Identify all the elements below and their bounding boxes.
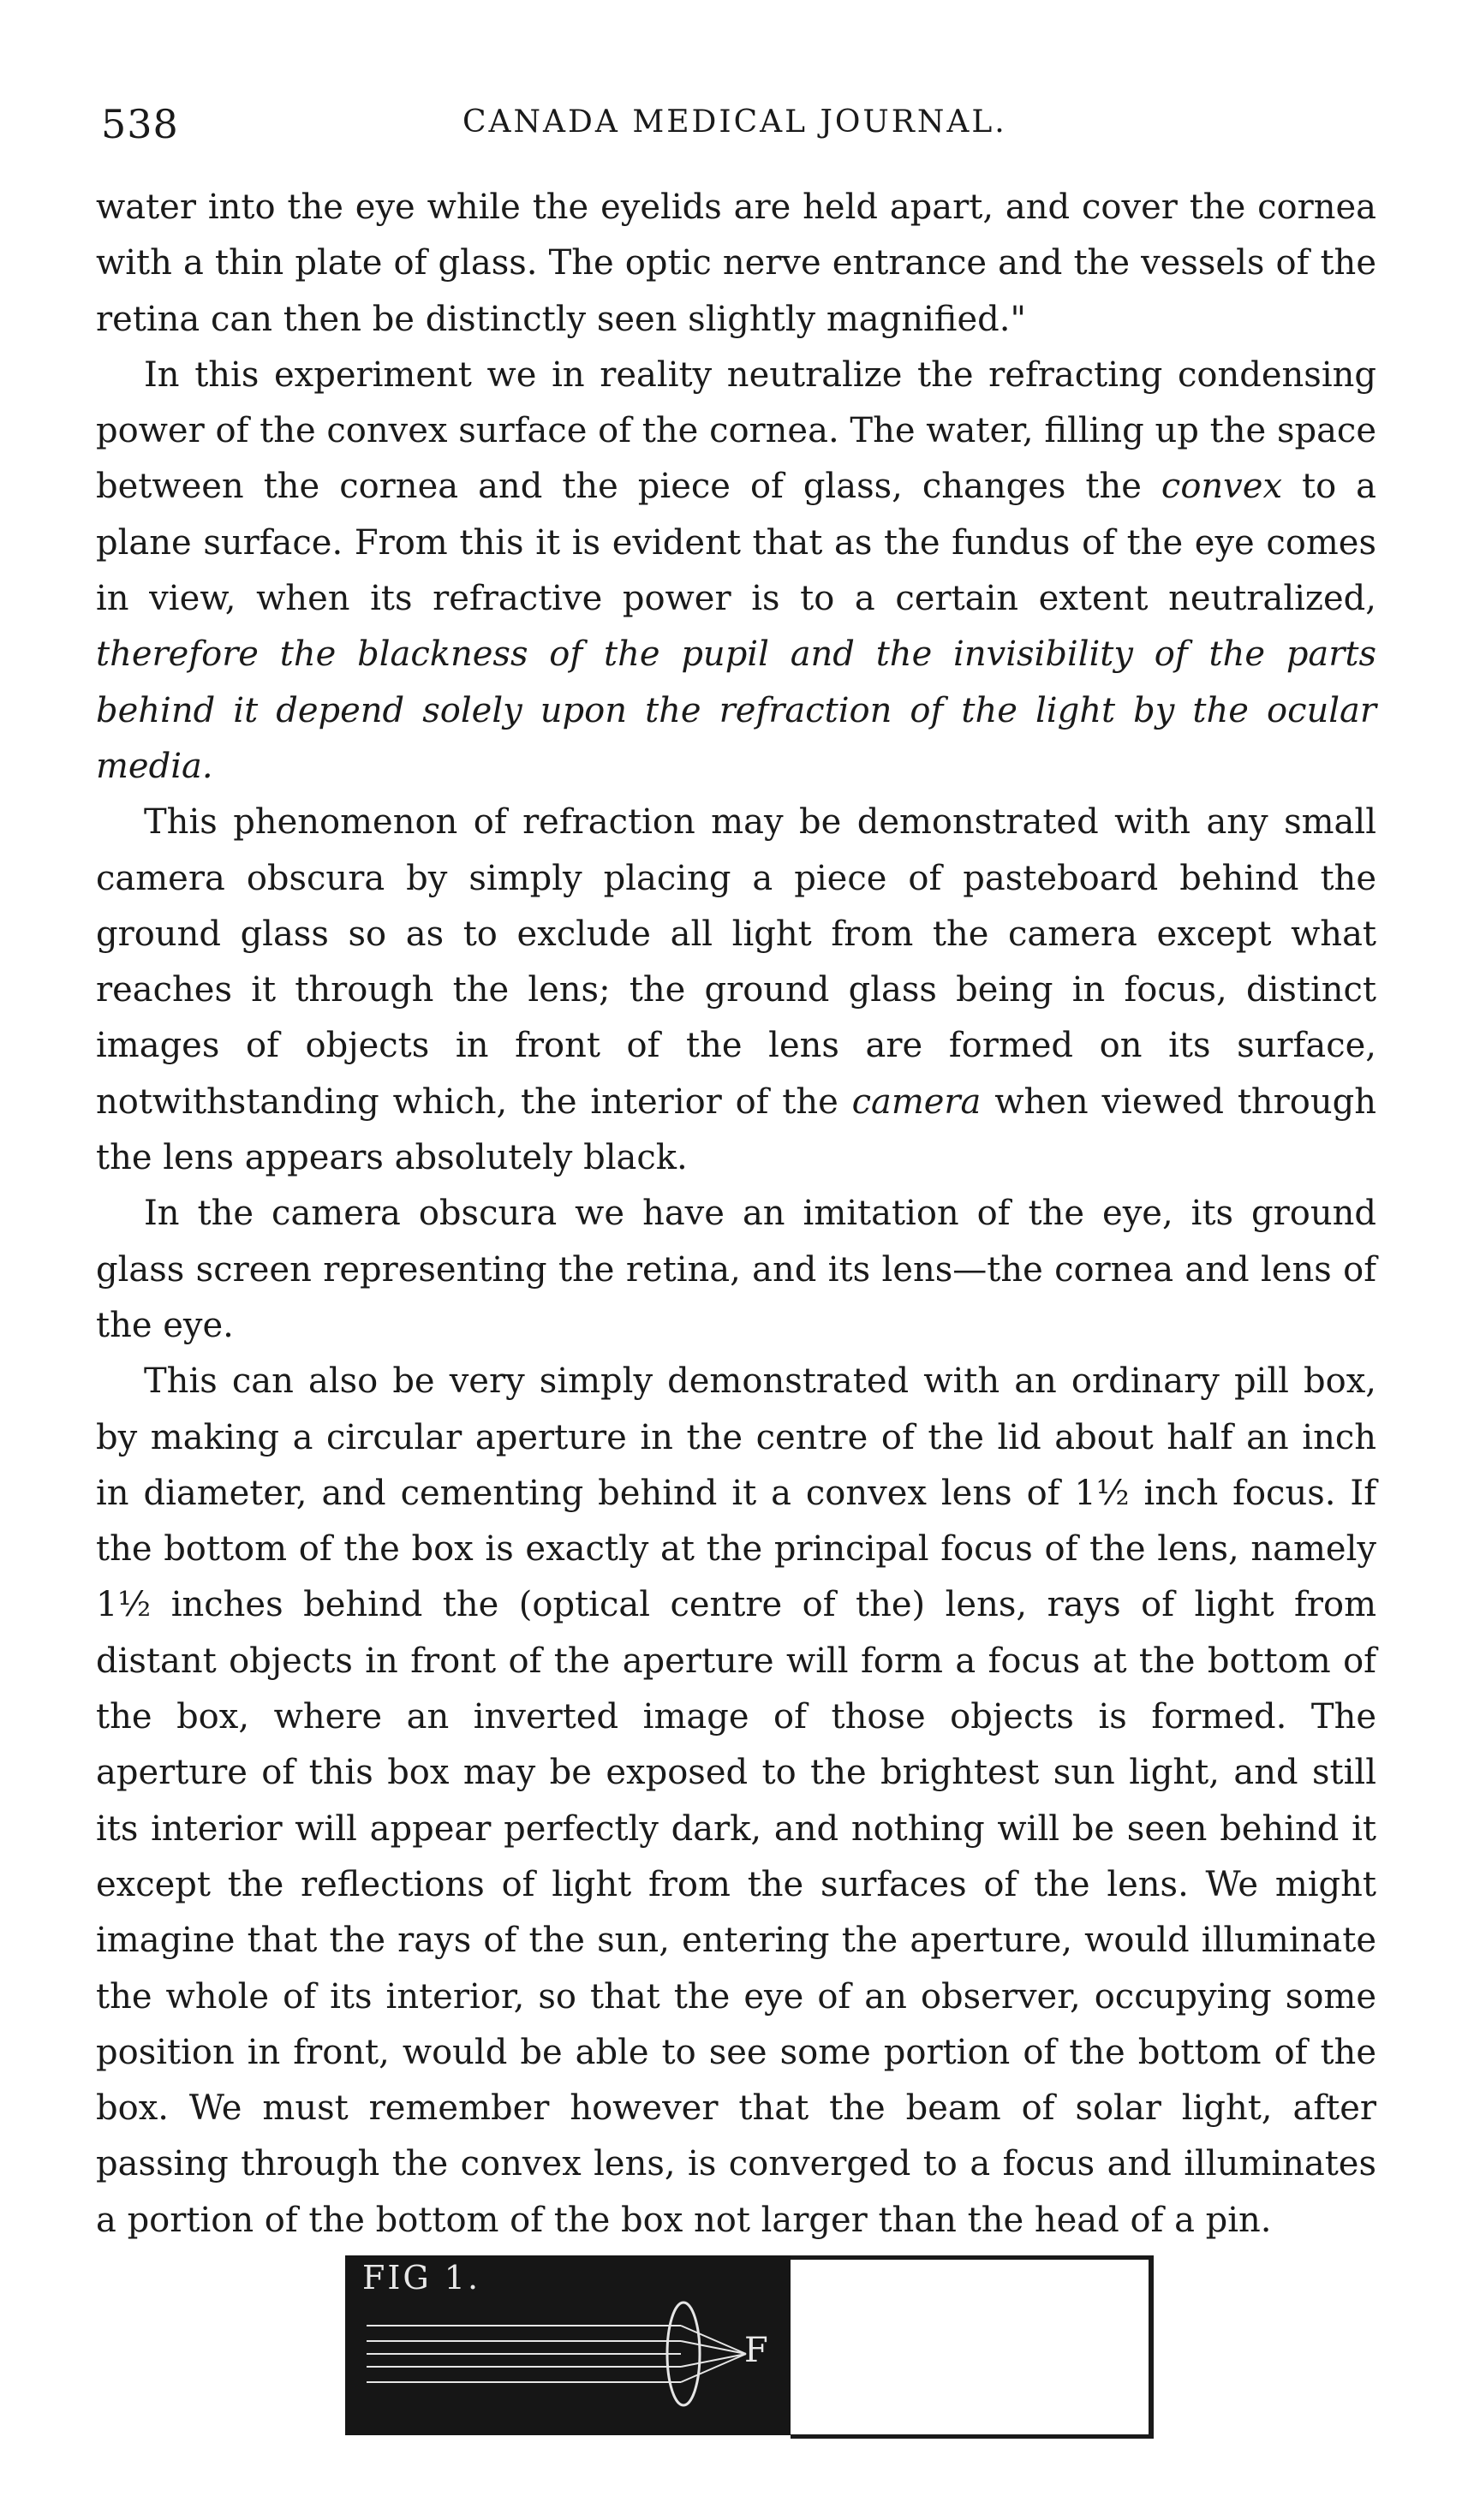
paragraph-2-text-c: to a plane surface. From this it is evident that as the fundus of the eye comes in view, when its refractive power is to a certain extent neutralized, — [96, 467, 1376, 619]
paragraph-4: In the camera obscura we have an imitation of the eye, its ground glass screen representing the retina, and its lens—the cornea and lens of the eye. — [96, 1194, 1376, 1345]
figure-1 — [345, 2255, 1157, 2435]
running-head: CANADA MEDICAL JOURNAL. — [462, 104, 1007, 140]
paragraph-3-italic-camera: camera — [851, 1081, 982, 1122]
paragraph-2-italic-convex: convex — [1161, 467, 1282, 507]
focus-label: F — [744, 2331, 768, 2370]
paragraph-3 — [96, 795, 1376, 1186]
paragraph-5: This can also be very simply demonstrated with an ordinary pill box, by making a circular aperture in the centre of the lid about half an inch in diameter, and cementing behind it a convex lens of 1½ inch focus. If the bottom of the box is exactly at the principal focus of the lens, namely 1½ inches behind the (optical centre of the) lens, rays of light from distant objects in front of the aperture will form a focus at the bottom of the box, where an inverted image of those objects is formed. The aperture of this box may be exposed to the brightest sun light, and still its interior will appear perfectly dark, and nothing will be seen behind it except the reflections of light from the surfaces of the lens. We might imagine that the rays of the sun, entering the aperture, would illuminate the whole of its interior, so that the eye of an observer, occupying some position in front, would be able to see some portion of the bottom of the box. We must remember however that the beam of solar light, after passing through the convex lens, is converged to a focus and illuminates a portion of the bottom of the box not larger than the head of a pin. — [96, 1361, 1376, 2240]
converging-ray — [681, 2354, 746, 2382]
converging-ray — [681, 2326, 746, 2354]
page-number: 538 — [101, 101, 179, 147]
converging-ray — [681, 2341, 746, 2354]
paragraph-1: water into the eye while the eyelids are held apart, and cover the cornea with a thin plate of glass. The optic nerve entrance and the vessels of the retina can then be distinctly seen slightly magnified." — [96, 188, 1376, 339]
figure-label: FIG 1. — [362, 2259, 481, 2297]
paragraph-2 — [96, 348, 1376, 795]
converging-ray — [681, 2354, 746, 2367]
article-body — [96, 180, 1376, 2249]
paragraph-2-text-a: In this experiment we in reality neutralize the refracting condensing power of the convex surface of the cornea. The water, filling up the space between the cornea and the piece of glass, changes the — [96, 354, 1376, 507]
paragraph-3-text-a: This phenomenon of refraction may be demonstrated with any small camera obscura by simply placing a piece of pasteboard behind the ground glass so as to exclude all light from the camera except what reaches it through the lens; the ground glass being in focus, distinct images of objects in front of the lens are formed on its surface, notwithstanding which, the interior of the — [96, 802, 1376, 1122]
paragraph-2-italic-conclusion: therefore the blackness of the pupil and the invisibility of the parts behind it depend solely upon the refraction of the light by the ocular media. — [96, 634, 1376, 786]
paragraph-3-text-c: when viewed through the lens appears absolutely black. — [96, 1081, 1376, 1178]
